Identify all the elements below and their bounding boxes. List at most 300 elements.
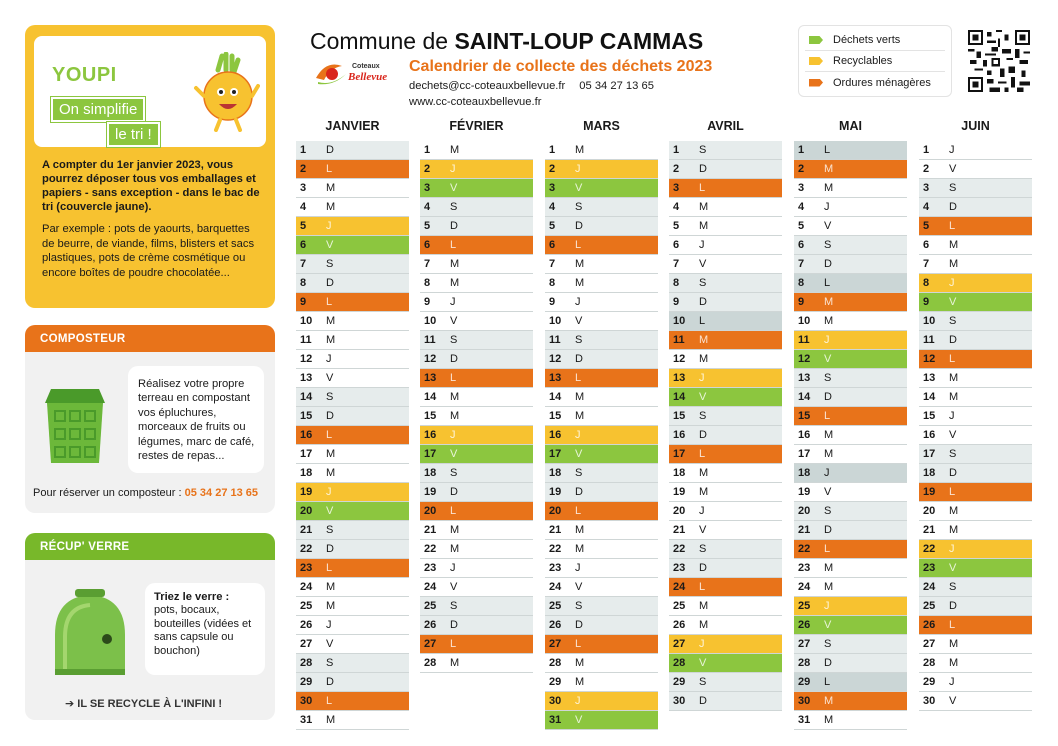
day-number: 3: [923, 182, 930, 194]
day-row: [296, 692, 409, 711]
day-number: 5: [798, 220, 805, 232]
day-number: 31: [549, 714, 562, 726]
day-number: 1: [673, 144, 680, 156]
day-row: [669, 540, 782, 559]
day-number: 20: [798, 505, 811, 517]
day-number: 12: [923, 353, 936, 365]
day-row: [669, 293, 782, 312]
day-number: 13: [798, 372, 811, 384]
day-row: [420, 502, 533, 521]
weekday-letter: D: [450, 353, 458, 365]
weekday-letter: M: [699, 334, 709, 346]
day-row: [545, 597, 658, 616]
day-row: [296, 426, 409, 445]
day-row: [545, 407, 658, 426]
commune-prefix: Commune de: [310, 28, 455, 54]
day-row: [794, 445, 907, 464]
day-row: [669, 198, 782, 217]
weekday-letter: M: [699, 600, 709, 612]
weekday-letter: J: [575, 695, 581, 707]
day-row: [669, 578, 782, 597]
weekday-letter: V: [699, 391, 707, 403]
day-number: 26: [300, 619, 313, 631]
recup-verre-card: [25, 533, 275, 720]
day-number: 4: [673, 201, 680, 213]
legend-item: [805, 30, 945, 51]
weekday-letter: M: [450, 410, 460, 422]
day-row: [669, 407, 782, 426]
weekday-letter: J: [949, 543, 955, 555]
day-number: 15: [549, 410, 562, 422]
day-number: 2: [923, 163, 930, 175]
tri-info-card: [25, 25, 275, 308]
weekday-letter: D: [824, 524, 832, 536]
weekday-letter: V: [326, 638, 334, 650]
day-row: [919, 692, 1032, 711]
day-row: [296, 274, 409, 293]
day-number: 15: [923, 410, 936, 422]
day-row: [919, 331, 1032, 350]
day-row: [919, 369, 1032, 388]
weekday-letter: V: [450, 182, 458, 194]
day-row: [669, 597, 782, 616]
day-row: [919, 198, 1032, 217]
day-number: 23: [549, 562, 562, 574]
day-row: [794, 502, 907, 521]
day-number: 30: [300, 695, 313, 707]
day-row: [420, 160, 533, 179]
legend-arrow-icon: [809, 36, 823, 44]
day-row: [919, 426, 1032, 445]
weekday-letter: S: [949, 581, 957, 593]
weekday-letter: L: [699, 315, 706, 327]
weekday-letter: D: [824, 657, 832, 669]
composteur-title: COMPOSTEUR: [25, 325, 275, 352]
weekday-letter: M: [326, 201, 336, 213]
day-number: 7: [300, 258, 307, 270]
day-row: [420, 559, 533, 578]
day-row: [669, 236, 782, 255]
day-number: 20: [549, 505, 562, 517]
day-number: 8: [923, 277, 930, 289]
day-row: [420, 597, 533, 616]
weekday-letter: J: [949, 277, 955, 289]
day-number: 24: [673, 581, 686, 593]
weekday-letter: V: [326, 505, 334, 517]
weekday-letter: L: [699, 581, 706, 593]
contact-line: [409, 80, 654, 92]
day-number: 30: [673, 695, 686, 707]
day-row: [420, 578, 533, 597]
day-row: [420, 350, 533, 369]
day-number: 21: [549, 524, 562, 536]
day-number: 3: [424, 182, 431, 194]
day-number: 27: [300, 638, 313, 650]
day-number: 6: [424, 239, 431, 251]
day-row: [669, 160, 782, 179]
day-row: [669, 255, 782, 274]
day-row: [794, 711, 907, 730]
month-column: [669, 117, 782, 711]
day-row: [545, 483, 658, 502]
weekday-letter: L: [326, 296, 333, 308]
day-number: 15: [300, 410, 313, 422]
weekday-letter: L: [326, 695, 333, 707]
weekday-letter: D: [949, 201, 957, 213]
day-number: 15: [673, 410, 686, 422]
weekday-letter: S: [824, 239, 832, 251]
weekday-letter: L: [699, 182, 706, 194]
day-row: [545, 198, 658, 217]
day-row: [545, 445, 658, 464]
weekday-letter: J: [575, 562, 581, 574]
day-number: 20: [673, 505, 686, 517]
day-number: 28: [923, 657, 936, 669]
day-number: 28: [798, 657, 811, 669]
day-row: [919, 654, 1032, 673]
day-number: 2: [549, 163, 556, 175]
day-number: 31: [798, 714, 811, 726]
day-row: [296, 711, 409, 730]
coteaux-bellevue-logo-icon: [312, 56, 404, 88]
day-number: 1: [424, 144, 431, 156]
day-row: [296, 673, 409, 692]
legend-item: [805, 72, 945, 93]
day-number: 30: [798, 695, 811, 707]
weekday-letter: M: [824, 448, 834, 460]
weekday-letter: M: [949, 239, 959, 251]
day-row: [296, 236, 409, 255]
phone-number[interactable]: 05 34 27 13 65: [579, 80, 654, 92]
weekday-letter: M: [575, 277, 585, 289]
weekday-letter: S: [575, 334, 583, 346]
day-row: [794, 654, 907, 673]
day-number: 9: [300, 296, 307, 308]
day-row: [919, 141, 1032, 160]
weekday-letter: M: [824, 562, 834, 574]
day-row: [794, 464, 907, 483]
weekday-letter: J: [824, 334, 830, 346]
weekday-letter: L: [326, 163, 333, 175]
day-row: [919, 616, 1032, 635]
month-column: [296, 117, 409, 730]
weekday-letter: V: [949, 562, 957, 574]
day-row: [420, 540, 533, 559]
day-row: [545, 559, 658, 578]
weekday-letter: M: [699, 353, 709, 365]
weekday-letter: J: [575, 296, 581, 308]
day-row: [545, 616, 658, 635]
weekday-letter: M: [326, 448, 336, 460]
day-number: 16: [549, 429, 562, 441]
day-number: 24: [549, 581, 562, 593]
day-row: [296, 388, 409, 407]
day-row: [669, 502, 782, 521]
day-number: 3: [798, 182, 805, 194]
day-number: 24: [424, 581, 437, 593]
day-row: [919, 445, 1032, 464]
weekday-letter: L: [949, 353, 956, 365]
legend-item: [805, 51, 945, 72]
weekday-letter: S: [326, 657, 334, 669]
composteur-phone-link[interactable]: 05 34 27 13 65: [184, 487, 259, 499]
weekday-letter: S: [326, 524, 334, 536]
day-number: 16: [673, 429, 686, 441]
day-number: 26: [424, 619, 437, 631]
day-row: [545, 540, 658, 559]
day-number: 12: [424, 353, 437, 365]
weekday-letter: L: [450, 505, 457, 517]
day-row: [545, 502, 658, 521]
day-row: [919, 559, 1032, 578]
day-number: 21: [424, 524, 437, 536]
day-row: [420, 388, 533, 407]
day-row: [919, 521, 1032, 540]
day-row: [296, 597, 409, 616]
day-number: 22: [673, 543, 686, 555]
simplify-tag: On simplifie: [51, 97, 145, 122]
weekday-letter: M: [326, 714, 336, 726]
day-row: [919, 274, 1032, 293]
weekday-letter: D: [326, 277, 334, 289]
day-number: 11: [923, 334, 935, 346]
weekday-letter: M: [575, 391, 585, 403]
weekday-letter: M: [575, 524, 585, 536]
weekday-letter: M: [824, 695, 834, 707]
day-number: 5: [673, 220, 680, 232]
day-row: [545, 521, 658, 540]
day-row: [669, 388, 782, 407]
weekday-letter: J: [699, 372, 705, 384]
weekday-letter: J: [326, 619, 332, 631]
day-row: [420, 445, 533, 464]
weekday-letter: D: [575, 220, 583, 232]
day-row: [545, 673, 658, 692]
weekday-letter: V: [949, 429, 957, 441]
day-number: 23: [424, 562, 437, 574]
day-number: 27: [798, 638, 811, 650]
day-number: 29: [549, 676, 562, 688]
weekday-letter: J: [575, 163, 581, 175]
day-row: [296, 559, 409, 578]
day-number: 18: [300, 467, 313, 479]
weekday-letter: L: [326, 562, 333, 574]
day-number: 18: [549, 467, 562, 479]
day-number: 15: [798, 410, 811, 422]
day-row: [296, 616, 409, 635]
weekday-letter: S: [326, 391, 334, 403]
weekday-letter: S: [699, 410, 707, 422]
weekday-letter: S: [575, 201, 583, 213]
day-number: 22: [923, 543, 936, 555]
day-row: [669, 464, 782, 483]
day-number: 1: [798, 144, 805, 156]
day-number: 16: [300, 429, 313, 441]
day-number: 17: [923, 448, 936, 460]
weekday-letter: M: [949, 638, 959, 650]
weekday-letter: S: [575, 600, 583, 612]
day-row: [296, 198, 409, 217]
day-number: 19: [549, 486, 562, 498]
day-row: [794, 635, 907, 654]
weekday-letter: V: [326, 239, 334, 251]
day-row: [296, 293, 409, 312]
day-row: [794, 255, 907, 274]
svg-text:Bellevue: Bellevue: [348, 71, 388, 83]
day-number: 18: [923, 467, 936, 479]
weekday-letter: M: [575, 676, 585, 688]
day-row: [669, 483, 782, 502]
weekday-letter: M: [450, 277, 460, 289]
website-link[interactable]: www.cc-coteauxbellevue.fr: [409, 96, 542, 108]
day-row: [794, 293, 907, 312]
day-number: 28: [673, 657, 686, 669]
day-row: [545, 350, 658, 369]
verre-footer-text: IL SE RECYCLE À L'INFINI !: [77, 698, 223, 710]
day-row: [794, 350, 907, 369]
weekday-letter: S: [824, 638, 832, 650]
weekday-letter: M: [450, 524, 460, 536]
day-number: 29: [673, 676, 686, 688]
day-number: 16: [424, 429, 437, 441]
day-row: [296, 160, 409, 179]
weekday-letter: M: [824, 296, 834, 308]
day-number: 9: [424, 296, 431, 308]
day-number: 17: [798, 448, 811, 460]
day-row: [420, 198, 533, 217]
day-number: 3: [549, 182, 556, 194]
day-number: 10: [549, 315, 562, 327]
weekday-letter: L: [450, 638, 457, 650]
email-link[interactable]: dechets@cc-coteauxbellevue.fr: [409, 80, 566, 92]
day-number: 4: [424, 201, 431, 213]
weekday-letter: D: [450, 619, 458, 631]
day-number: 17: [549, 448, 562, 460]
day-number: 30: [549, 695, 562, 707]
day-row: [919, 179, 1032, 198]
day-row: [794, 160, 907, 179]
day-number: 29: [798, 676, 811, 688]
day-row: [669, 616, 782, 635]
day-row: [420, 426, 533, 445]
day-number: 31: [300, 714, 313, 726]
weekday-letter: L: [575, 239, 582, 251]
weekday-letter: M: [699, 486, 709, 498]
day-number: 21: [798, 524, 811, 536]
day-number: 25: [673, 600, 686, 612]
weekday-letter: L: [575, 505, 582, 517]
day-number: 1: [300, 144, 307, 156]
day-row: [420, 293, 533, 312]
weekday-letter: J: [824, 600, 830, 612]
day-number: 6: [549, 239, 556, 251]
day-row: [919, 217, 1032, 236]
day-number: 3: [673, 182, 680, 194]
recup-verre-bubble: [145, 583, 265, 675]
day-number: 14: [673, 391, 686, 403]
day-row: [545, 312, 658, 331]
day-row: [794, 692, 907, 711]
day-number: 5: [300, 220, 307, 232]
day-row: [420, 464, 533, 483]
weekday-letter: J: [699, 638, 705, 650]
day-row: [296, 179, 409, 198]
day-number: 13: [549, 372, 562, 384]
glass-igloo-icon: [45, 585, 135, 677]
day-row: [420, 369, 533, 388]
day-number: 27: [549, 638, 562, 650]
weekday-letter: J: [326, 353, 332, 365]
day-number: 6: [673, 239, 680, 251]
day-number: 10: [673, 315, 686, 327]
day-number: 24: [923, 581, 936, 593]
weekday-letter: M: [575, 410, 585, 422]
tri-tag: le tri !: [107, 122, 160, 147]
legend: [798, 25, 952, 97]
day-number: 5: [424, 220, 431, 232]
day-row: [919, 578, 1032, 597]
day-number: 12: [673, 353, 686, 365]
day-row: [669, 350, 782, 369]
day-number: 11: [549, 334, 561, 346]
day-number: 4: [923, 201, 930, 213]
day-row: [669, 559, 782, 578]
day-row: [919, 464, 1032, 483]
calendar-title: Calendrier de collecte des déchets 2023: [409, 58, 713, 75]
day-number: 28: [549, 657, 562, 669]
weekday-letter: V: [824, 619, 832, 631]
weekday-letter: V: [699, 657, 707, 669]
day-row: [545, 692, 658, 711]
weekday-letter: D: [699, 163, 707, 175]
day-row: [545, 635, 658, 654]
day-row: [296, 464, 409, 483]
weekday-letter: M: [824, 429, 834, 441]
weekday-letter: S: [699, 144, 707, 156]
qr-code-icon[interactable]: [968, 30, 1030, 92]
weekday-letter: V: [824, 220, 832, 232]
day-number: 23: [673, 562, 686, 574]
weekday-letter: L: [326, 429, 333, 441]
day-row: [794, 616, 907, 635]
month-column: [919, 117, 1032, 711]
day-number: 16: [798, 429, 811, 441]
day-row: [545, 578, 658, 597]
day-number: 2: [673, 163, 680, 175]
youpi-bold-text: A compter du 1er janvier 2023, vous pourrez déposer tous vos emballages et papiers - sans exception - dans le bac de tri (couvercle jaune).: [42, 159, 260, 213]
day-number: 9: [923, 296, 930, 308]
day-number: 8: [549, 277, 556, 289]
day-row: [794, 274, 907, 293]
day-row: [794, 331, 907, 350]
weekday-letter: M: [949, 505, 959, 517]
day-row: [296, 635, 409, 654]
day-number: 8: [798, 277, 805, 289]
day-number: 23: [798, 562, 811, 574]
day-row: [669, 635, 782, 654]
legend-arrow-icon: [809, 79, 823, 87]
day-row: [545, 711, 658, 730]
composteur-card: [25, 325, 275, 513]
day-row: [919, 540, 1032, 559]
day-number: 13: [923, 372, 936, 384]
day-number: 21: [300, 524, 313, 536]
weekday-letter: M: [326, 315, 336, 327]
weekday-letter: S: [699, 277, 707, 289]
weekday-letter: M: [949, 391, 959, 403]
day-row: [545, 179, 658, 198]
day-number: 12: [300, 353, 313, 365]
